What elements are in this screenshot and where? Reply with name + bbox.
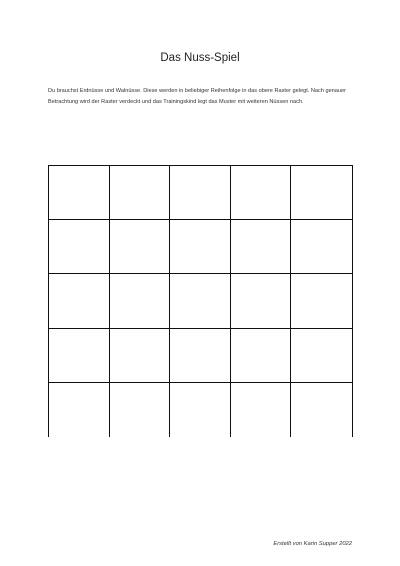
grid-cell	[231, 274, 292, 328]
grid-cell	[291, 220, 352, 274]
grid-cell	[110, 274, 171, 328]
page-title: Das Nuss-Spiel	[160, 52, 240, 64]
grid-cell	[291, 274, 352, 328]
grid-cell	[170, 329, 231, 383]
grid-cell	[291, 383, 352, 437]
grid-cell	[291, 329, 352, 383]
grid-cell	[170, 166, 231, 220]
grid-cell	[170, 274, 231, 328]
instructions-paragraph: Du brauchst Erdnüsse und Walnüsse. Diese werden in beliebiger Reihenfolge in das obere Raster gelegt. Nach genauer Betrachtung wird der Raster verdeckt und das Trainingskind legt das Muster mit weiteren Nüssen nach.	[48, 88, 346, 105]
grid-cell	[170, 383, 231, 437]
grid-cell	[110, 220, 171, 274]
grid-cell	[231, 220, 292, 274]
grid-cell	[49, 329, 110, 383]
grid-cell	[231, 329, 292, 383]
grid-cell	[110, 329, 171, 383]
grid-cell	[49, 274, 110, 328]
grid-cell	[231, 383, 292, 437]
grid-cell	[110, 166, 171, 220]
grid-cell	[49, 220, 110, 274]
grid-cell	[110, 383, 171, 437]
grid-cell	[231, 166, 292, 220]
grid-cell	[49, 383, 110, 437]
grid-cell	[291, 166, 352, 220]
grid-cell	[170, 220, 231, 274]
nut-grid	[48, 165, 353, 437]
grid-cell	[49, 166, 110, 220]
author-credit: Erstellt von Karin Supper 2022	[273, 541, 352, 547]
